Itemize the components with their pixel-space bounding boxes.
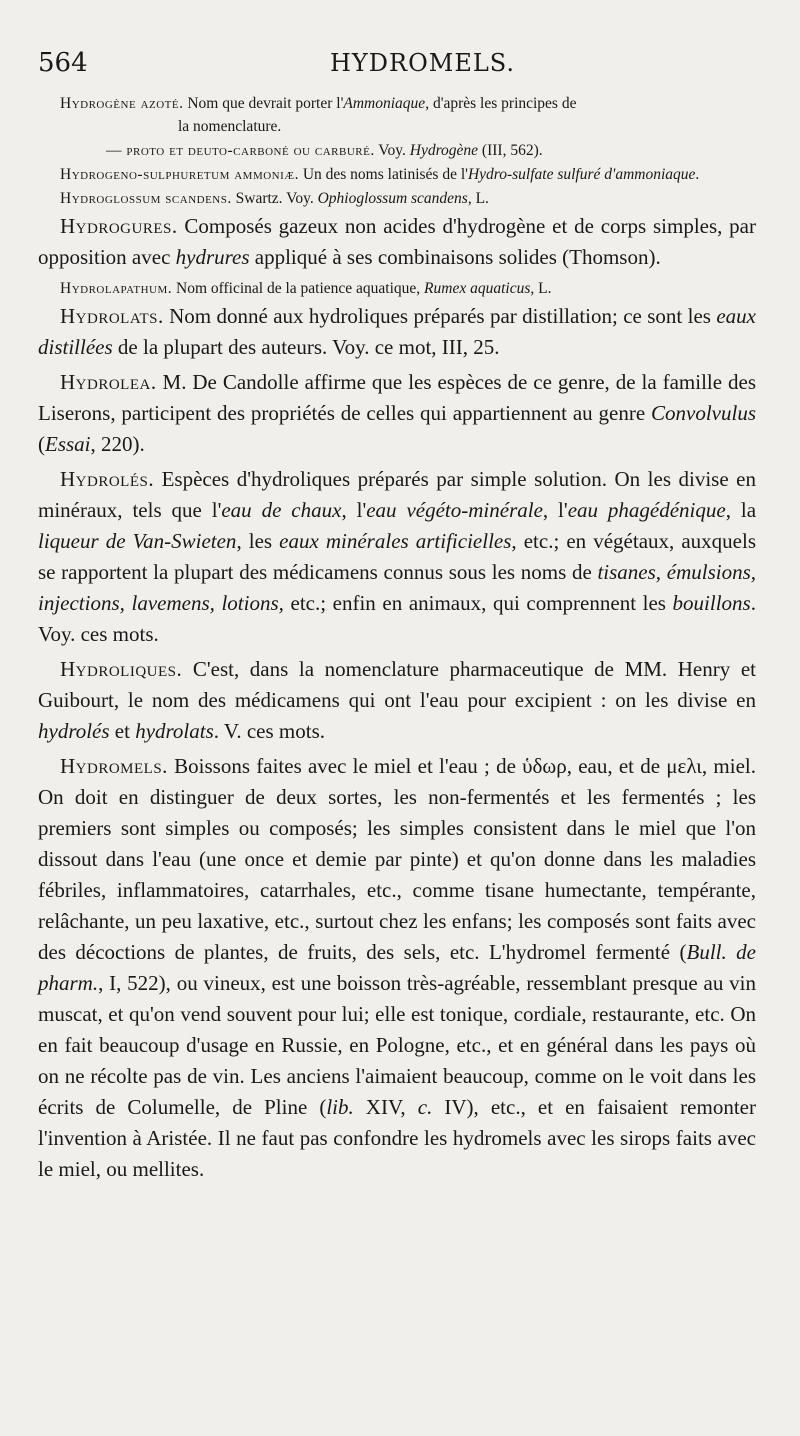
entry-hydromels: Hydromels. Boissons faites avec le miel et l'eau ; de ὑδωρ, eau, et de μελι, miel. On doit en distinguer de deux sortes, les non-fermentés et les fermentés ; les premiers sont simples ou composés; les simples consistent dans le miel que l'on dissout dans l'eau (une once et demie par pinte) et qu'on donne dans les maladies fébriles, inflammatoires, catarrhales, etc., comme tisane humectante, tempérante, relâchante, un peu laxative, etc., surtout chez les enfans; les composés sont faits avec des décoctions de plantes, de fruits, des sels, etc. L'hydromel fermenté (Bull. de pharm., I, 522), ou vineux, est une boisson très-agréable, ressemblant presque au vin muscat, et qu'on vend souvent pour lui; elle est tonique, cordiale, restaurante, etc. On en fait beaucoup d'usage en Russie, en Pologne, etc., et en général dans les pays où on ne récolte pas de vin. Les anciens l'aimaient beaucoup, comme on le voit dans les écrits de Columelle, de Pline (lib. XIV, c. IV), etc., et en faisaient remonter l'invention à Aristée. Il ne faut pas confondre les hydromels avec les sirops faits avec le miel, ou mellites. [38,754,756,1181]
entry-hydroglossum: Hydroglossum scandens. Swartz. Voy. Ophioglossum scandens, L. [60,190,489,207]
entry-hydrolats: Hydrolats. Nom donné aux hydroliques préparés par distillation; ce sont les eaux distillées de la plupart des auteurs. Voy. ce mot, III, 25. [38,304,756,359]
entry-hydrolapathum: Hydrolapathum. Nom officinal de la patience aquatique, Rumex aquaticus, L. [60,280,552,297]
entry-hydroles: Hydrolés. Espèces d'hydroliques préparés par simple solution. On les divise en minéraux, tels que l'eau de chaux, l'eau végéto-minérale, l'eau phagédénique, la liqueur de Van-Swieten, les eaux minérales artificielles, etc.; en végétaux, auxquels se rapportent la plupart des médicamens connus sous les noms de tisanes, émulsions, injections, lavemens, lotions, etc.; enfin en animaux, qui comprennent les bouillons. Voy. ces mots. [38,467,757,646]
entry-hydroliques: Hydroliques. C'est, dans la nomenclature pharmaceutique de MM. Henry et Guibourt, le nom des médicamens qui ont l'eau pour excipient : on les divise en hydrolés et hydrolats. V. ces mots. [38,657,756,743]
entry-hydrogene-azote: Hydrogène azoté. Nom que devrait porter l'Ammoniaque, d'après les principes de la nomenclature. [60,95,577,135]
entry-hydrogures: Hydrogures. Composés gazeux non acides d'hydrogène et de corps simples, par opposition avec hydrures appliqué à ses combinaisons solides (Thomson). [38,214,756,269]
entry-hydrolea: Hydrolea. M. De Candolle affirme que les espèces de ce genre, de la famille des Liserons, participent des propriétés de celles qui appartiennent au genre Convolvulus (Essai, 220). [38,370,756,456]
entry-hydrogene-proto: — proto et deuto-carboné ou carburé. Voy. Hydrogène (III, 562). [106,142,543,159]
page-number: 564 [38,48,88,78]
entry-hydrogeno-sulphuretum: Hydrogeno-sulphuretum ammoniæ. Un des noms latinisés de l'Hydro-sulfate sulfuré d'ammoniaque. [60,166,700,183]
page-header [38,48,756,84]
running-title: HYDROMELS. [330,49,516,77]
